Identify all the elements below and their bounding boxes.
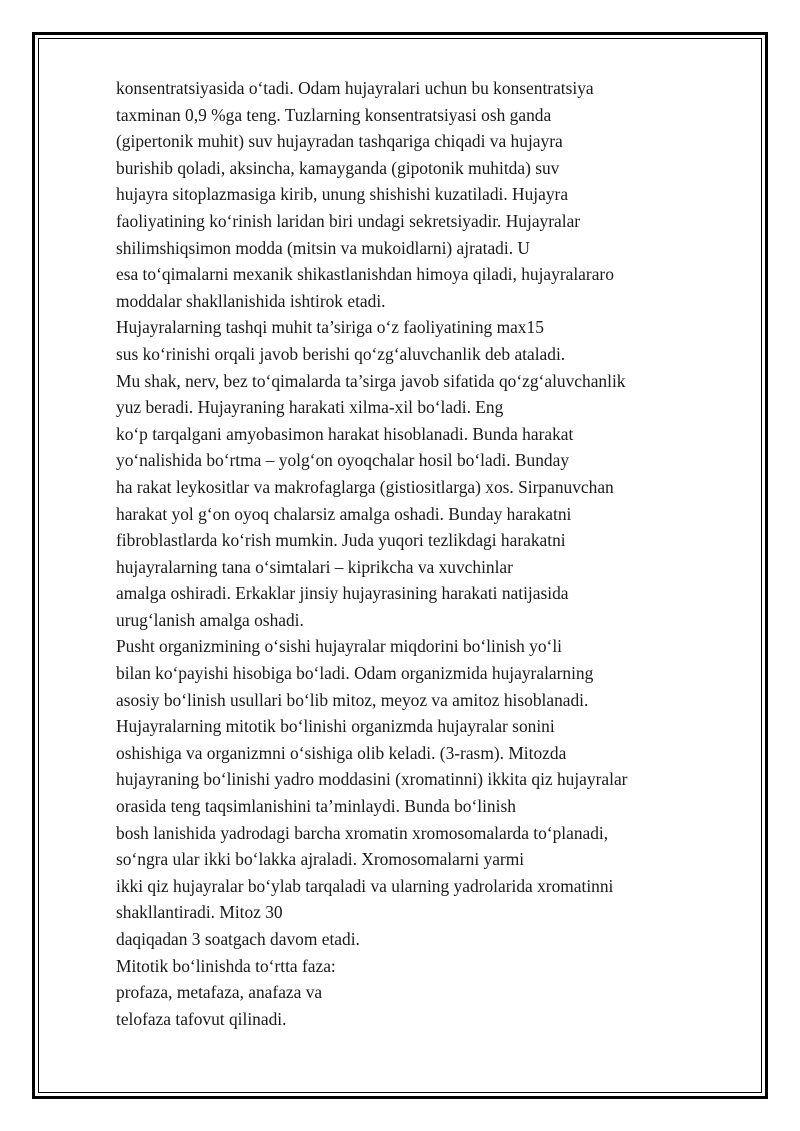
body-text <box>116 75 736 1032</box>
text-line: so‘ngra ular ikki bo‘lakka ajraladi. Xromosomalarni yarmi <box>116 849 525 870</box>
text-line: esa to‘qimalarni mexanik shikastlanishdan himoya qiladi, hujayralararo <box>116 264 614 285</box>
text-line: ko‘p tarqalgani amyobasimon harakat hisoblanadi. Bunda harakat <box>116 423 574 444</box>
text-line: burishib qoladi, aksincha, kamayganda (gipotonik muhitda) suv <box>116 157 560 178</box>
text-line: sus ko‘rinishi orqali javob berishi qo‘zg‘aluvchanlik deb ataladi. <box>116 343 566 364</box>
text-line: taxminan 0,9 %ga teng. Tuzlarning konsentratsiyasi osh ganda <box>116 104 552 125</box>
text-line: ikki qiz hujayralar bo‘ylab tarqaladi va ularning yadrolarida xromatinni <box>116 875 614 896</box>
text-line: yo‘nalishida bo‘rtma – yolg‘on oyoqchalar hosil bo‘ladi. Bunday <box>116 450 570 471</box>
text-line: oshishiga va organizmni o‘sishiga olib keladi. (3-rasm). Mitozda <box>116 742 567 763</box>
text-line: yuz beradi. Hujayraning harakati xilma-xil bo‘ladi. Eng <box>116 397 504 418</box>
text-line: Pusht organizmining o‘sishi hujayralar miqdorini bo‘linish yo‘li <box>116 636 562 657</box>
text-line: Mitotik bo‘linishda to‘rtta faza: <box>116 955 336 976</box>
text-line: shakllantiradi. Mitoz 30 <box>116 902 283 923</box>
text-line: fibroblastlarda ko‘rish mumkin. Juda yuqori tezlikdagi harakatni <box>116 530 566 551</box>
text-line: ha rakat leykositlar va makrofaglarga (gistiositlarga) xos. Sirpanuvchan <box>116 476 614 497</box>
text-line: konsentratsiyasida o‘tadi. Odam hujayralari uchun bu konsentratsiya <box>116 78 594 98</box>
text-line: Hujayralarning tashqi muhit ta’siriga o‘z faoliyatining max15 <box>116 317 544 338</box>
text-line: hujayraning bo‘linishi yadro moddasini (xromatinni) ikkita qiz hujayralar <box>116 769 628 790</box>
text-line: Hujayralarning mitotik bo‘linishi organizmda hujayralar sonini <box>116 716 555 737</box>
text-line: asosiy bo‘linish usullari bo‘lib mitoz, meyoz va amitoz hisoblanadi. <box>116 689 589 710</box>
text-line: faoliyatining ko‘rinish laridan biri undagi sekretsiyadir. Hujayralar <box>116 210 581 231</box>
text-line: bilan ko‘payishi hisobiga bo‘ladi. Odam organizmida hujayralarning <box>116 663 594 684</box>
text-line: telofaza tafovut qilinadi. <box>116 1008 287 1029</box>
text-line: orasida teng taqsimlanishini ta’minlaydi. Bunda bo‘linish <box>116 796 516 817</box>
text-line: urug‘lanish amalga oshadi. <box>116 609 304 630</box>
text-line: harakat yol g‘on oyoq chalarsiz amalga oshadi. Bunday harakatni <box>116 503 572 524</box>
text-line: bosh lanishida yadrodagi barcha xromatin xromosomalarda to‘planadi, <box>116 822 609 843</box>
text-line: moddalar shakllanishida ishtirok etadi. <box>116 290 386 311</box>
text-line: hujayra sitoplazmasiga kirib, unung shishishi kuzatiladi. Hujayra <box>116 184 569 205</box>
text-line: Mu shak, nerv, bez to‘qimalarda ta’sirga javob sifatida qo‘zg‘aluvchanlik <box>116 370 626 391</box>
text-line: daqiqadan 3 soatgach davom etadi. <box>116 929 360 949</box>
text-line: shilimshiqsimon modda (mitsin va mukoidlarni) ajratadi. U <box>116 237 530 258</box>
text-line: (gipertonik muhit) suv hujayradan tashqariga chiqadi va hujayra <box>116 131 563 152</box>
text-line: profaza, metafaza, anafaza va <box>116 982 323 1003</box>
text-line: hujayralarning tana o‘simtalari – kiprikcha va xuvchinlar <box>116 556 513 577</box>
text-line: amalga oshiradi. Erkaklar jinsiy hujayrasining harakati natijasida <box>116 583 569 604</box>
